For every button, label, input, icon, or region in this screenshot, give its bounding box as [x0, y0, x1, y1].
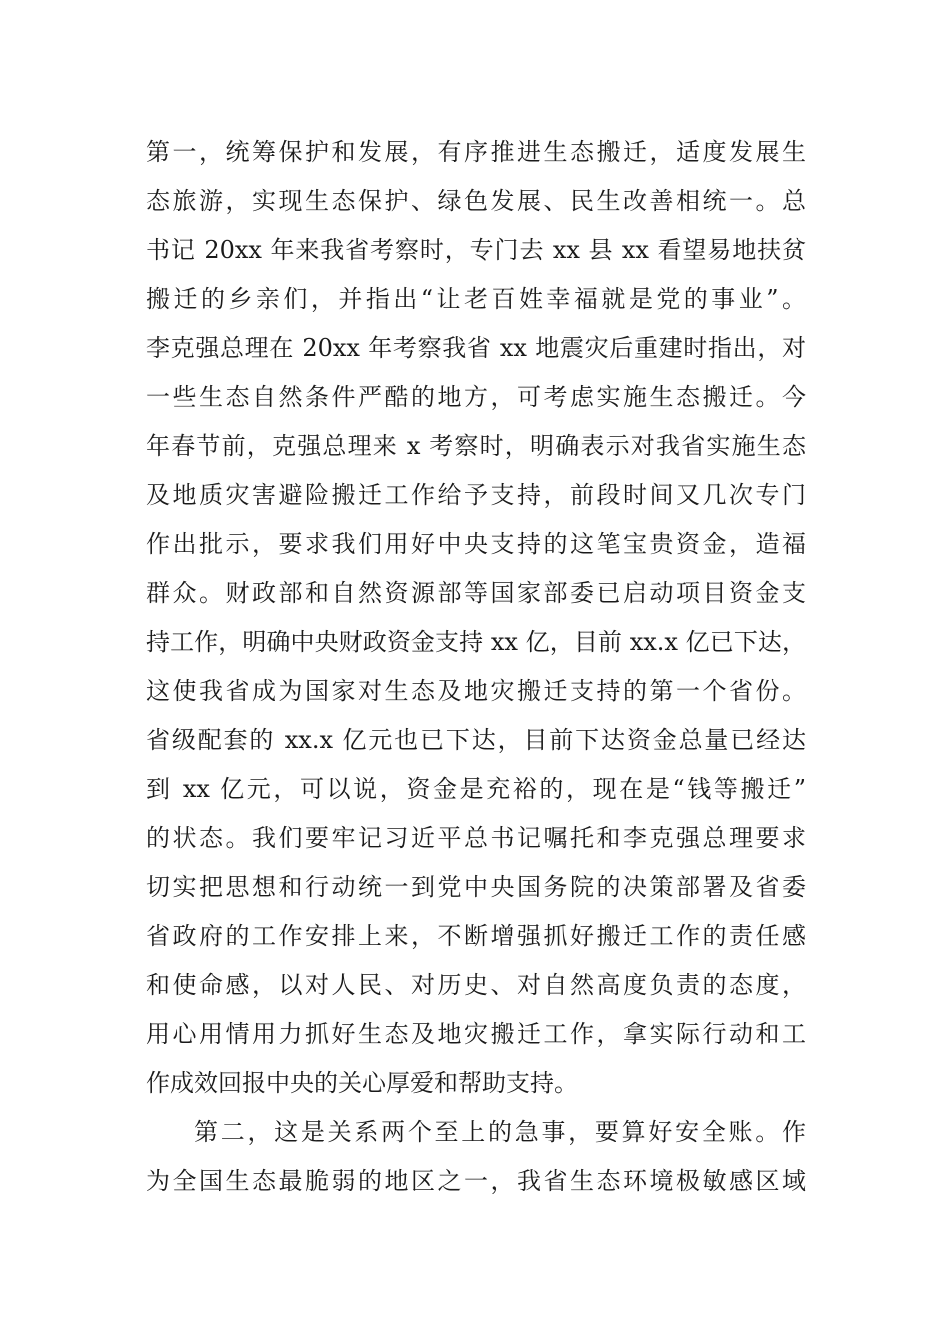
text-line: 及地质灾害避险搬迁工作给予支持，前段时间又几次专门: [146, 481, 806, 509]
text-line: 这使我省成为国家对生态及地灾搬迁支持的第一个省份。: [146, 677, 806, 705]
text-line: 为全国生态最脆弱的地区之一，我省生态环境极敏感区域: [146, 1167, 806, 1195]
paragraph-end-line: 作成效回报中央的关心厚爱和帮助支持。: [146, 1069, 578, 1097]
text-line: 群众。财政部和自然资源部等国家部委已启动项目资金支: [146, 579, 806, 607]
text-line: 切实把思想和行动统一到党中央国务院的决策部署及省委: [146, 873, 806, 901]
text-line: 李克强总理在 20xx 年考察我省 xx 地震灾后重建时指出，对: [146, 334, 806, 362]
text-line: 书记 20xx 年来我省考察时，专门去 xx 县 xx 看望易地扶贫: [146, 236, 806, 264]
paragraph-start-line: 第二，这是关系两个至上的急事，要算好安全账。作: [194, 1118, 806, 1146]
text-line: 作出批示，要求我们用好中央支持的这笔宝贵资金，造福: [146, 530, 806, 558]
text-line: 用心用情用力抓好生态及地灾搬迁工作，拿实际行动和工: [146, 1020, 806, 1048]
text-line: 持工作，明确中央财政资金支持 xx 亿，目前 xx.x 亿已下达，: [146, 628, 806, 656]
text-line: 和使命感，以对人民、对历史、对自然高度负责的态度，: [146, 971, 806, 999]
text-line: 年春节前，克强总理来 x 考察时，明确表示对我省实施生态: [146, 432, 806, 460]
text-line: 一些生态自然条件严酷的地方，可考虑实施生态搬迁。今: [146, 383, 806, 411]
body-text: [146, 128, 806, 1206]
text-line: 到 xx 亿元，可以说，资金是充裕的，现在是“钱等搬迁”: [146, 775, 806, 803]
text-line: 态旅游，实现生态保护、绿色发展、民生改善相统一。总: [146, 187, 806, 215]
text-line: 省政府的工作安排上来，不断增强抓好搬迁工作的责任感: [146, 922, 806, 950]
text-line: 省级配套的 xx.x 亿元也已下达，目前下达资金总量已经达: [146, 726, 806, 754]
text-line: 的状态。我们要牢记习近平总书记嘱托和李克强总理要求: [146, 824, 806, 852]
text-line: 搬迁的乡亲们，并指出“让老百姓幸福就是党的事业”。: [146, 285, 806, 313]
text-line: 第一，统筹保护和发展，有序推进生态搬迁，适度发展生: [146, 138, 806, 166]
